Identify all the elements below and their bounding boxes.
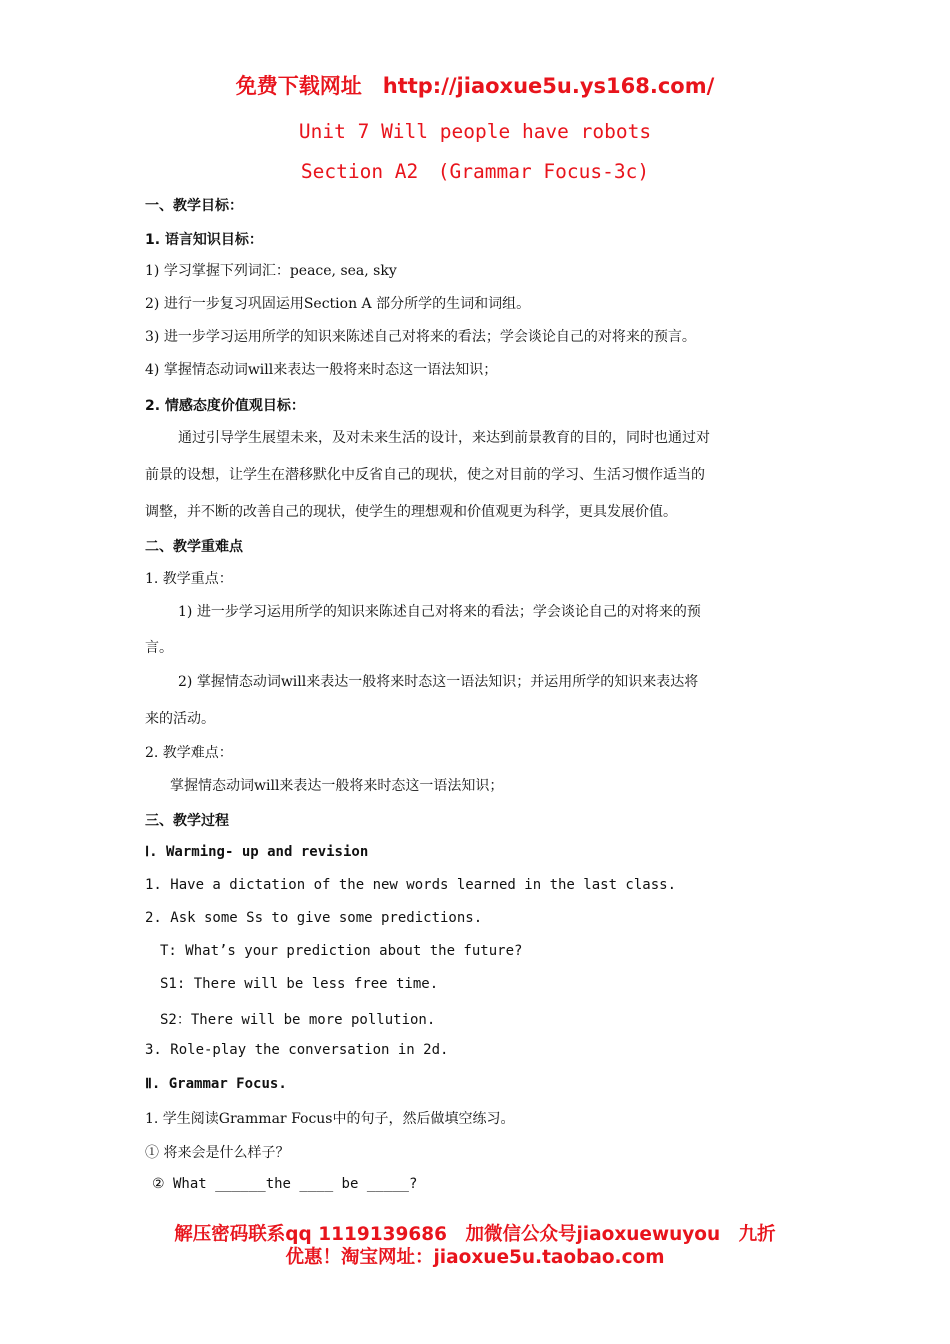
warmup-step-2: 2. Ask some Ss to give some predictions. <box>145 910 483 926</box>
footer-shop-line: 优惠！淘宝网址：jiaoxue5u.taobao.com <box>285 1247 665 1268</box>
section-heading-process: 三、教学过程 <box>145 813 229 829</box>
attitude-paragraph-line-3: 调整，并不断的改善自己的现状，使学生的理想观和价值观更为科学，更具发展价值。 <box>145 504 677 520</box>
document-subtitle: Section A2 (Grammar Focus-3c) <box>300 160 650 183</box>
subheading-language-knowledge: 1. 语言知识目标： <box>145 232 263 248</box>
document-title: Unit 7 Will people have robots <box>298 120 652 143</box>
footer-contact-line: 解压密码联系qq 1119139686 加微信公众号jiaoxuewuyou 九折 <box>174 1224 776 1245</box>
subheading-attitude-values: 2. 情感态度价值观目标： <box>145 398 305 414</box>
dialogue-student-1: S1: There will be less free time. <box>160 976 439 992</box>
objective-item-4: 4) 掌握情态动词will来表达一般将来时态这一语法知识； <box>145 362 498 378</box>
part-2-heading: Ⅱ. Grammar Focus. <box>145 1076 287 1092</box>
objective-item-3: 3) 进一步学习运用所学的知识来陈述自己对将来的看法；学会谈论自己的对将来的预言。 <box>145 329 696 345</box>
grammar-step-1: 1. 学生阅读Grammar Focus中的句子，然后做填空练习。 <box>145 1111 515 1127</box>
objective-item-1: 1) 学习掌握下列词汇：peace, sea, sky <box>145 263 397 279</box>
difficult-point-label: 2. 教学难点： <box>145 745 233 761</box>
difficult-point-text: 掌握情态动词will来表达一般将来时态这一语法知识； <box>170 778 504 794</box>
attitude-paragraph-line-1: 通过引导学生展望未来，及对未来生活的设计，来达到前景教育的目的，同时也通过对 <box>178 430 710 446</box>
key-point-label: 1. 教学重点： <box>145 571 233 587</box>
key-point-2-line-1: 2) 掌握情态动词will来表达一般将来时态这一语法知识；并运用所学的知识来表达将 <box>178 674 699 690</box>
key-point-2-line-2: 来的活动。 <box>145 711 215 727</box>
attitude-paragraph-line-2: 前景的设想，让学生在潜移默化中反省自己的现状，使之对目前的学习、生活习惯作适当的 <box>145 467 705 483</box>
key-point-1-line-2: 言。 <box>145 640 173 656</box>
download-url-banner: 免费下载网址 http://jiaoxue5u.ys168.com/ <box>235 74 715 98</box>
fill-in-question-2: ② What ______the ____ be _____? <box>152 1176 418 1192</box>
warmup-step-3: 3. Role-play the conversation in 2d. <box>145 1042 449 1058</box>
section-heading-objectives: 一、教学目标： <box>145 198 243 214</box>
dialogue-student-2: S2：There will be more pollution. <box>160 1012 436 1028</box>
part-1-heading: Ⅰ. Warming- up and revision <box>145 844 369 860</box>
section-heading-key-points: 二、教学重难点 <box>145 539 243 555</box>
key-point-1-line-1: 1) 进一步学习运用所学的知识来陈述自己对将来的看法；学会谈论自己的对将来的预 <box>178 604 701 620</box>
warmup-step-1: 1. Have a dictation of the new words learned in the last class. <box>145 877 677 893</box>
dialogue-teacher: T: What’s your prediction about the future? <box>160 943 523 959</box>
fill-in-question-1: ① 将来会是什么样子？ <box>145 1145 290 1161</box>
objective-item-2: 2) 进行一步复习巩固运用Section A 部分所学的生词和词组。 <box>145 296 531 312</box>
